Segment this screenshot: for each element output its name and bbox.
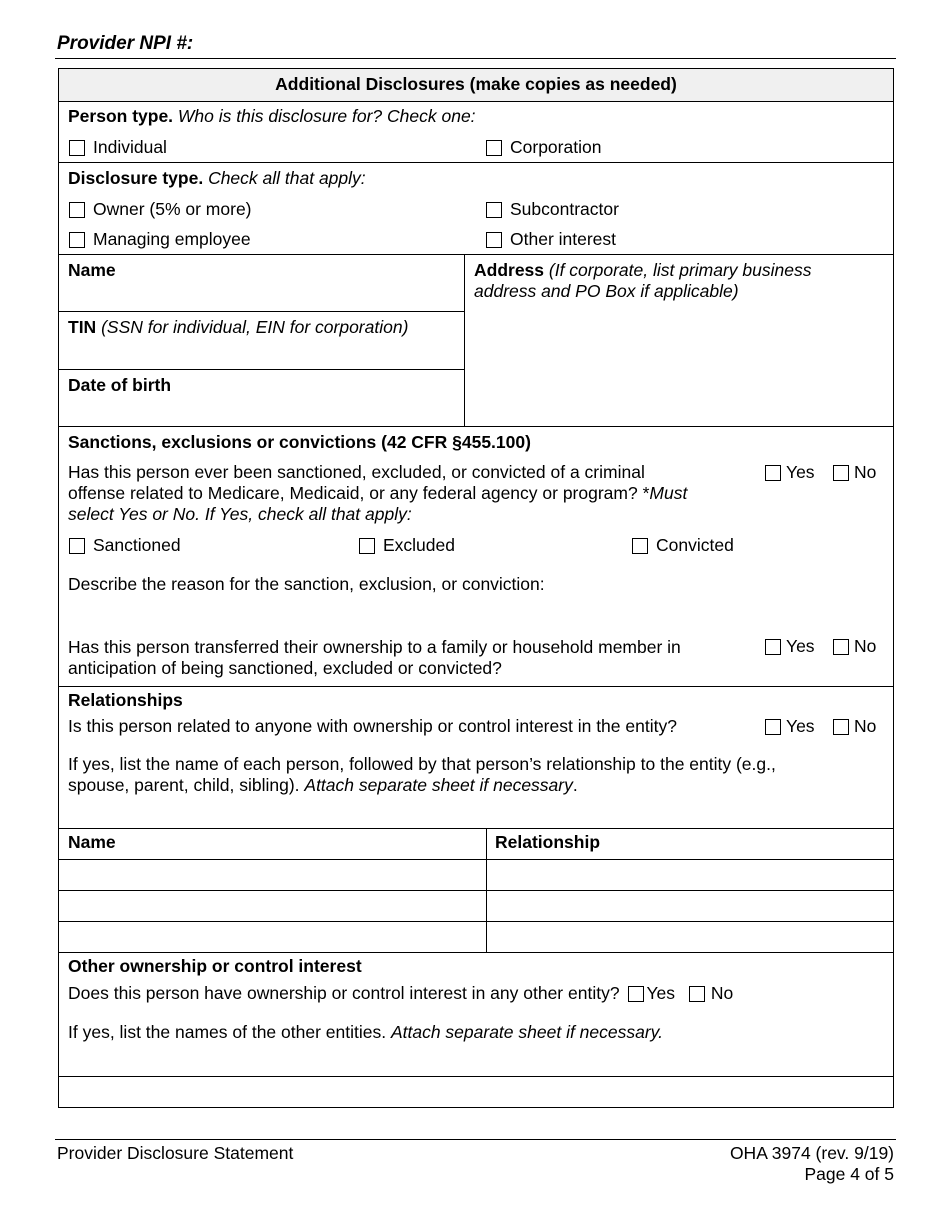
relationships-table-name-header: Name <box>68 832 116 852</box>
relationships-note-line1: If yes, list the name of each person, followed by that person’s relationship to the entity (e.g., <box>68 754 776 774</box>
name-field[interactable] <box>59 255 465 312</box>
tin-label: TIN <box>68 317 97 337</box>
transfer-yes-option[interactable] <box>765 636 815 657</box>
tin-prompt <box>68 317 408 338</box>
sanctions-section <box>59 426 893 686</box>
transfer-question-line2: anticipation of being sanctioned, excluded or convicted? <box>68 658 502 678</box>
other-ownership-yes-checkbox[interactable] <box>628 986 644 1002</box>
relationships-no-option[interactable] <box>833 716 876 737</box>
option-managing-employee[interactable] <box>69 229 251 250</box>
relationships-no-label: No <box>854 716 877 736</box>
sanctioned-label: Sanctioned <box>93 535 181 555</box>
table-row[interactable] <box>59 890 893 921</box>
tin-note: (SSN for individual, EIN for corporation) <box>96 317 409 337</box>
npi-underline <box>55 58 896 59</box>
name-label: Name <box>68 260 116 280</box>
relationships-note-line2a: spouse, parent, child, sibling). <box>68 775 305 795</box>
transfer-question-line1: Has this person transferred their ownership to a family or household member in <box>68 637 681 657</box>
relationships-no-checkbox[interactable] <box>833 719 849 735</box>
sanctions-question-line2a: offense related to Medicare, Medicaid, or any federal agency or program? * <box>68 483 650 503</box>
table-row[interactable] <box>59 859 893 890</box>
corporation-label: Corporation <box>510 137 602 157</box>
person-type-label: Person type. <box>68 106 174 126</box>
sanctions-yes-label: Yes <box>786 462 815 482</box>
convicted-label: Convicted <box>656 535 734 555</box>
option-individual[interactable] <box>69 137 167 158</box>
sanctions-yes-option[interactable] <box>765 462 815 483</box>
dob-label: Date of birth <box>68 375 172 395</box>
other-ownership-question: Does this person have ownership or control interest in any other entity? <box>68 983 620 1003</box>
disclosure-type-prompt <box>68 168 366 189</box>
other-ownership-heading: Other ownership or control interest <box>68 956 362 976</box>
address-note-1: (If corporate, list primary business <box>544 260 812 280</box>
sanctioned-checkbox[interactable] <box>69 538 85 554</box>
disclosure-type-instruction: Check all that apply: <box>203 168 366 188</box>
other-interest-label: Other interest <box>510 229 617 249</box>
relationships-table-header <box>59 828 893 859</box>
other-ownership-yes-label: Yes <box>646 983 675 1003</box>
transfer-yes-label: Yes <box>786 636 815 656</box>
convicted-checkbox[interactable] <box>632 538 648 554</box>
owner-label: Owner (5% or more) <box>93 199 252 219</box>
relationships-question: Is this person related to anyone with ownership or control interest in the entity? <box>68 716 677 736</box>
option-sanctioned[interactable] <box>69 535 181 556</box>
footer-divider <box>55 1139 896 1140</box>
address-field[interactable] <box>465 255 893 427</box>
relationships-yes-checkbox[interactable] <box>765 719 781 735</box>
disclosure-type-label: Disclosure type. <box>68 168 204 188</box>
table-row[interactable] <box>59 921 893 952</box>
additional-disclosures-form <box>58 68 894 1108</box>
footer-document-title: Provider Disclosure Statement <box>57 1143 294 1163</box>
relationships-note-attach: Attach separate sheet if necessary <box>304 775 573 795</box>
other-interest-checkbox[interactable] <box>486 232 502 248</box>
transfer-no-label: No <box>854 636 877 656</box>
subcontractor-checkbox[interactable] <box>486 202 502 218</box>
other-ownership-question-row <box>68 983 733 1004</box>
tin-field[interactable] <box>59 312 465 370</box>
other-entities-input-row[interactable] <box>59 1076 893 1107</box>
relationships-note-line2 <box>68 775 578 796</box>
other-ownership-note-attach: Attach separate sheet if necessary. <box>390 1022 663 1042</box>
transfer-no-checkbox[interactable] <box>833 639 849 655</box>
person-type-prompt <box>68 106 476 127</box>
relationships-table-relationship-header: Relationship <box>495 832 601 852</box>
individual-checkbox[interactable] <box>69 140 85 156</box>
excluded-checkbox[interactable] <box>359 538 375 554</box>
option-convicted[interactable] <box>632 535 734 556</box>
relationships-yes-label: Yes <box>786 716 815 736</box>
form-title: Additional Disclosures (make copies as needed) <box>59 69 893 101</box>
relationships-section <box>59 686 893 828</box>
option-other-interest[interactable] <box>486 229 616 250</box>
excluded-label: Excluded <box>383 535 455 555</box>
option-corporation[interactable] <box>486 137 601 158</box>
sanction-reason-prompt: Describe the reason for the sanction, exclusion, or conviction: <box>68 574 545 594</box>
relationships-heading: Relationships <box>68 690 183 710</box>
other-ownership-note-a: If yes, list the names of the other entities. <box>68 1022 391 1042</box>
sanctions-yes-checkbox[interactable] <box>765 465 781 481</box>
managing-employee-label: Managing employee <box>93 229 251 249</box>
sanctions-question-line2 <box>68 483 687 504</box>
other-ownership-no-checkbox[interactable] <box>689 986 705 1002</box>
footer-page-number: Page 4 of 5 <box>804 1164 894 1184</box>
sanctions-question-must: Must <box>649 483 688 503</box>
transfer-no-option[interactable] <box>833 636 876 657</box>
sanctions-no-option[interactable] <box>833 462 876 483</box>
other-ownership-note <box>68 1022 663 1043</box>
individual-label: Individual <box>93 137 167 157</box>
managing-employee-checkbox[interactable] <box>69 232 85 248</box>
footer-form-number: OHA 3974 (rev. 9/19) <box>729 1143 894 1163</box>
identity-section <box>59 254 893 426</box>
other-ownership-no-label: No <box>710 983 734 1003</box>
owner-checkbox[interactable] <box>69 202 85 218</box>
sanctions-question-line1: Has this person ever been sanctioned, excluded, or convicted of a criminal <box>68 462 645 482</box>
sanctions-question-line3: select Yes or No. If Yes, check all that apply: <box>68 504 412 524</box>
disclosure-type-section <box>59 162 893 254</box>
option-excluded[interactable] <box>359 535 455 556</box>
transfer-yes-checkbox[interactable] <box>765 639 781 655</box>
person-type-instruction: Who is this disclosure for? Check one: <box>173 106 476 126</box>
option-subcontractor[interactable] <box>486 199 619 220</box>
sanctions-no-label: No <box>854 462 877 482</box>
address-note-2: address and PO Box if applicable) <box>474 281 739 301</box>
other-ownership-section <box>59 952 893 1076</box>
provider-npi-label: Provider NPI #: <box>57 33 194 54</box>
person-type-section <box>59 101 893 162</box>
address-prompt-line1 <box>474 260 811 281</box>
option-owner[interactable] <box>69 199 252 220</box>
sanctions-heading: Sanctions, exclusions or convictions (42 CFR §455.100) <box>68 432 531 452</box>
subcontractor-label: Subcontractor <box>510 199 619 219</box>
date-of-birth-field[interactable] <box>59 370 465 427</box>
footer-form-info <box>730 1143 894 1185</box>
corporation-checkbox[interactable] <box>486 140 502 156</box>
relationships-yes-option[interactable] <box>765 716 815 737</box>
sanctions-no-checkbox[interactable] <box>833 465 849 481</box>
address-label: Address <box>474 260 545 280</box>
relationships-note-period: . <box>572 775 578 795</box>
